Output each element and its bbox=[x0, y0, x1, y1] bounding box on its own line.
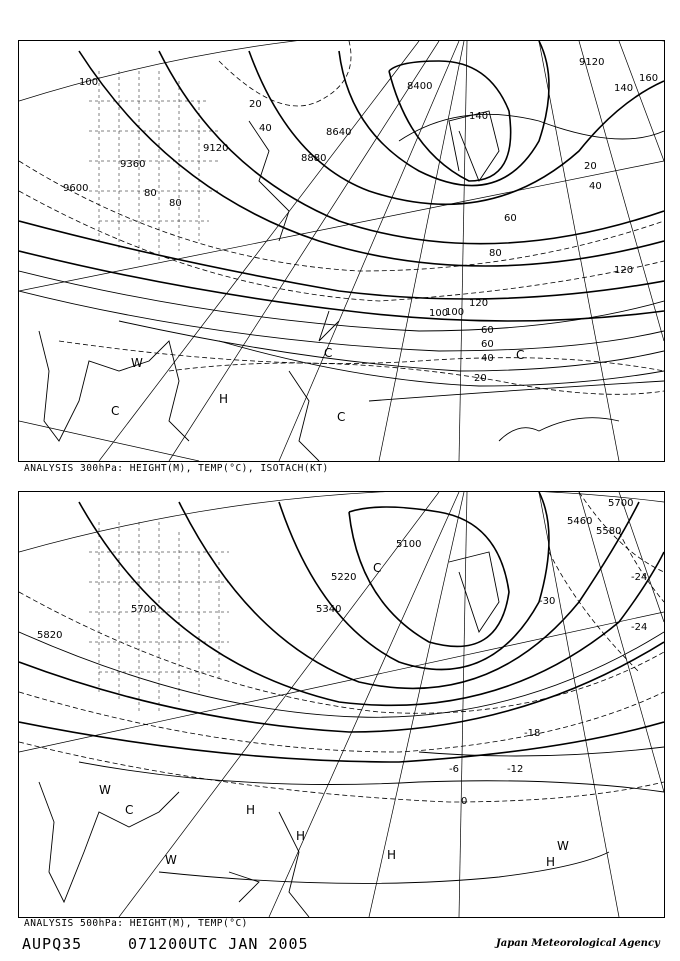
isotach-label: 80 bbox=[489, 248, 502, 259]
temp-label: -12 bbox=[507, 764, 524, 775]
bulletin-time: 071200UTC JAN 2005 bbox=[128, 935, 309, 953]
pressure-center: W bbox=[99, 783, 111, 797]
isotach-label: 60 bbox=[481, 325, 494, 336]
temp-label: 0 bbox=[461, 796, 468, 807]
pressure-center: H bbox=[246, 803, 256, 817]
isotach-label: 120 bbox=[469, 298, 489, 309]
isotach-label: 40 bbox=[589, 181, 602, 192]
isotach-label: 20 bbox=[249, 99, 262, 110]
height-label: 5100 bbox=[396, 539, 422, 550]
pressure-center: H bbox=[219, 392, 229, 406]
agency-name: Japan Meteorological Agency bbox=[496, 938, 660, 949]
temp-label: -6 bbox=[449, 764, 459, 775]
pressure-center: H bbox=[387, 848, 397, 862]
pressure-center: H bbox=[296, 829, 306, 843]
temp-label: -24 bbox=[631, 572, 648, 583]
height-label: 9360 bbox=[120, 159, 146, 170]
isotach-label: 100 bbox=[79, 77, 99, 88]
pressure-center: H bbox=[546, 855, 556, 869]
caption-300hpa: ANALYSIS 300hPa: HEIGHT(M), TEMP(°C), ISOTACH(KT) bbox=[24, 463, 329, 474]
isotach-label: 140 bbox=[614, 83, 634, 94]
map-300hpa bbox=[19, 41, 664, 461]
height-label: 5700 bbox=[131, 604, 157, 615]
temp-label: -30 bbox=[539, 596, 556, 607]
pressure-center: W bbox=[557, 839, 569, 853]
height-contours bbox=[19, 41, 664, 321]
height-label: 5340 bbox=[316, 604, 342, 615]
chart-300hpa bbox=[18, 40, 665, 462]
height-label: 8400 bbox=[407, 81, 433, 92]
pressure-center: C bbox=[337, 410, 346, 424]
pressure-center: C bbox=[125, 803, 134, 817]
isotach-label: 60 bbox=[504, 213, 517, 224]
coastlines bbox=[39, 552, 499, 917]
height-label: 8880 bbox=[301, 153, 327, 164]
height-label: 5220 bbox=[331, 572, 357, 583]
isotach-label: 80 bbox=[144, 188, 157, 199]
height-contours bbox=[19, 492, 664, 762]
isotach-label: 40 bbox=[481, 353, 494, 364]
graticule bbox=[19, 41, 664, 461]
hatched-area bbox=[89, 71, 219, 261]
isotach-label: 20 bbox=[474, 373, 487, 384]
pressure-center: C bbox=[324, 346, 333, 360]
isotach-label: 80 bbox=[169, 198, 182, 209]
temp-label: -18 bbox=[524, 728, 541, 739]
temp-label: -24 bbox=[631, 622, 648, 633]
height-label: 5700 bbox=[608, 498, 634, 509]
height-label: 9600 bbox=[63, 183, 89, 194]
isotach-label: 140 bbox=[469, 111, 489, 122]
pressure-center: C bbox=[111, 404, 120, 418]
height-label: 5820 bbox=[37, 630, 63, 641]
isotherms bbox=[19, 41, 664, 394]
isotach-label: 60 bbox=[481, 339, 494, 350]
pressure-center: C bbox=[516, 348, 525, 362]
pressure-center: W bbox=[165, 853, 177, 867]
isotach-label: 120 bbox=[614, 265, 634, 276]
isotach-label: 20 bbox=[584, 161, 597, 172]
isotach-label: 40 bbox=[259, 123, 272, 134]
map-500hpa bbox=[19, 492, 664, 917]
caption-500hpa: ANALYSIS 500hPa: HEIGHT(M), TEMP(°C) bbox=[24, 918, 248, 929]
bulletin-code: AUPQ35 bbox=[22, 935, 83, 953]
height-label: 9120 bbox=[579, 57, 605, 68]
isotach-label: 100 bbox=[445, 307, 465, 318]
chart-500hpa bbox=[18, 491, 665, 918]
isotach-label: 100 bbox=[429, 308, 449, 319]
height-label: 5580 bbox=[596, 526, 622, 537]
pressure-center: W bbox=[131, 356, 143, 370]
height-label: 9120 bbox=[203, 143, 229, 154]
pressure-center: C bbox=[373, 561, 382, 575]
isotachs bbox=[19, 114, 664, 401]
isotach-label: 160 bbox=[639, 73, 659, 84]
height-label: 8640 bbox=[326, 127, 352, 138]
height-label: 5460 bbox=[567, 516, 593, 527]
graticule bbox=[19, 492, 664, 917]
